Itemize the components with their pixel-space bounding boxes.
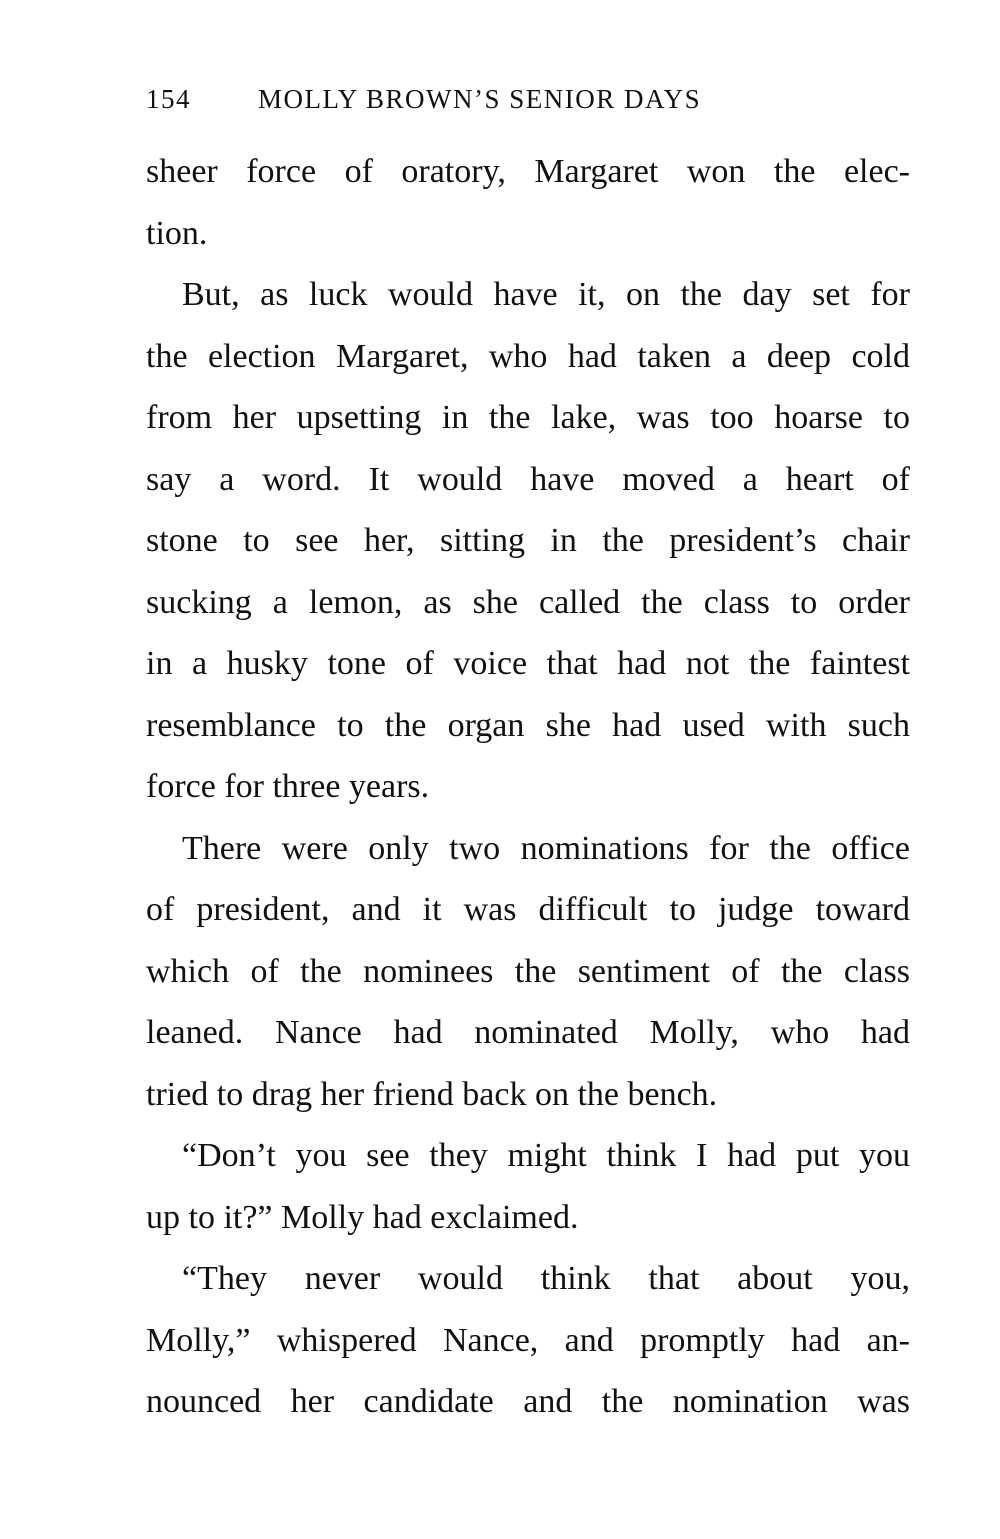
text-line: the election Margaret, who had taken a deep cold: [146, 337, 910, 375]
text-line: “They never would think that about you,: [182, 1260, 910, 1297]
text-line: resemblance to the organ she had used with such: [146, 706, 910, 744]
text-line: There were only two nominations for the office: [182, 829, 910, 867]
text-line: Molly,” whispered Nance, and promptly had an-: [146, 1321, 910, 1359]
text-line: say a word. It would have moved a heart of: [146, 460, 910, 498]
text-line: sucking a lemon, as she called the class to order: [146, 583, 910, 621]
text-line: of president, and it was difficult to judge toward: [146, 891, 910, 928]
text-line: force for three years.: [146, 768, 430, 805]
text-line: leaned. Nance had nominated Molly, who had: [146, 1014, 910, 1051]
running-head: [146, 84, 906, 124]
body-text: [146, 141, 910, 1433]
text-line: But, as luck would have it, on the day set for: [182, 276, 910, 313]
running-title: MOLLY BROWN’S SENIOR DAYS: [258, 84, 702, 114]
text-line: tion.: [146, 214, 208, 252]
text-line: in a husky tone of voice that had not the faintest: [146, 645, 910, 682]
text-line: sheer force of oratory, Margaret won the elec-: [146, 153, 910, 190]
text-line: stone to see her, sitting in the president’s chair: [146, 522, 910, 559]
text-line: from her upsetting in the lake, was too hoarse to: [146, 399, 910, 436]
text-line: which of the nominees the sentiment of the class: [146, 952, 910, 990]
text-line: “Don’t you see they might think I had put you: [182, 1137, 910, 1174]
text-line: tried to drag her friend back on the bench.: [146, 1075, 718, 1113]
page-number: 154: [146, 84, 191, 114]
text-line: nounced her candidate and the nomination was: [146, 1383, 910, 1420]
text-line: up to it?” Molly had exclaimed.: [146, 1198, 579, 1236]
